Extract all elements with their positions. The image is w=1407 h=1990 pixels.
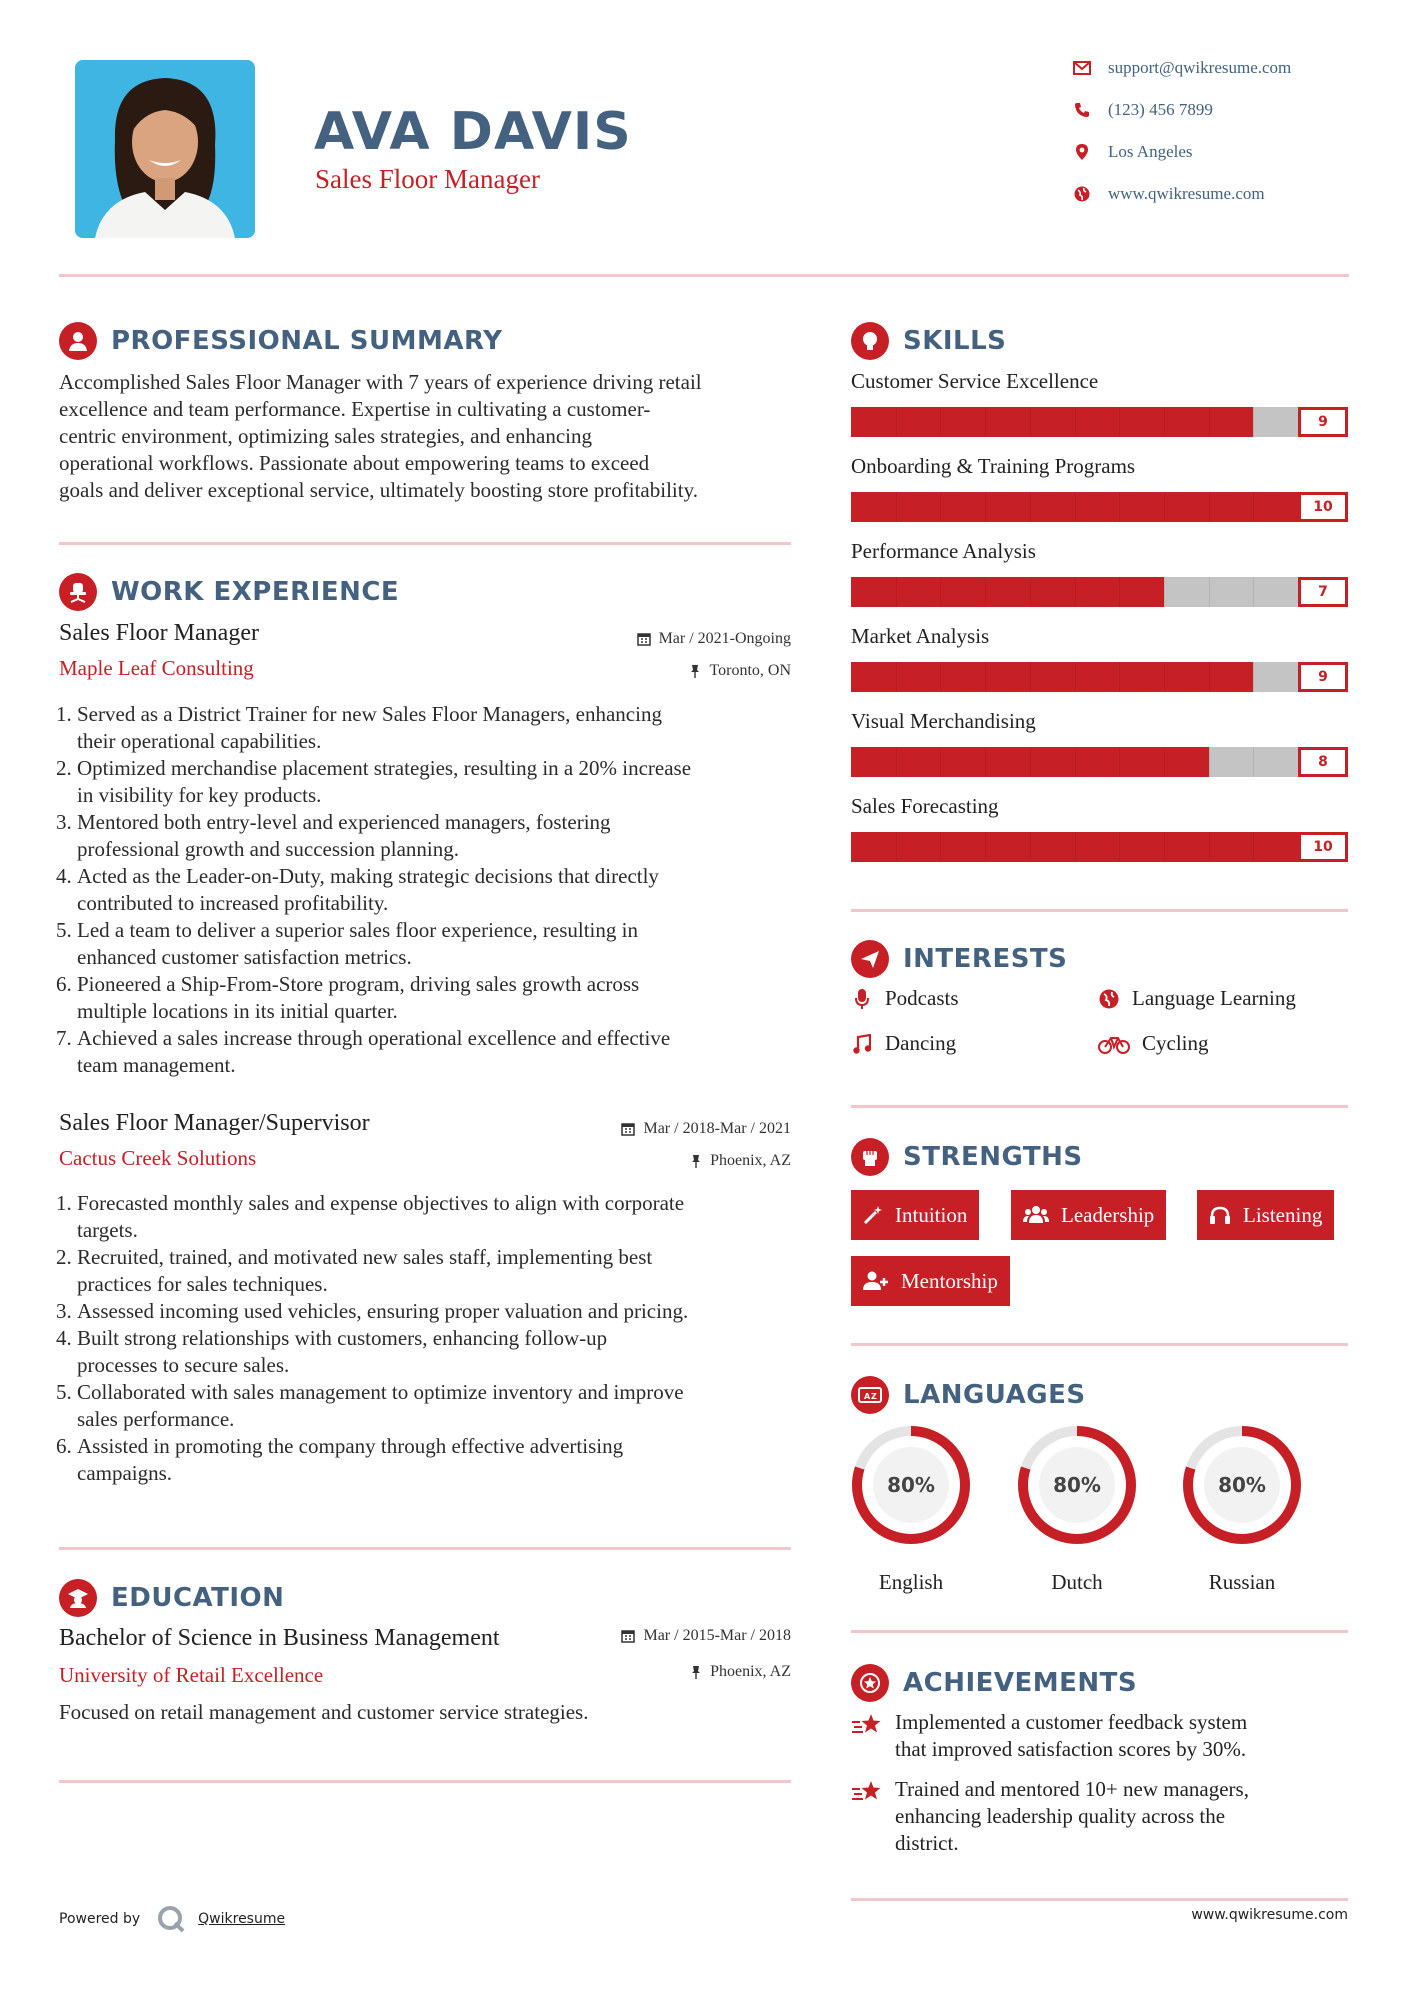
- summary-divider: [59, 542, 791, 545]
- raised-fist-icon: [851, 1138, 889, 1176]
- education-description: Focused on retail management and customer service strategies.: [59, 1700, 589, 1724]
- skill-bar-segment: [1164, 407, 1165, 437]
- skill-bar: [851, 492, 1348, 522]
- language-percent: 80%: [1053, 1473, 1101, 1497]
- achievement-line: enhancing leadership quality across the: [895, 1804, 1226, 1828]
- job-date: [621, 1120, 791, 1138]
- summary-line: centric environment, optimizing sales strategies, and enhancing: [59, 424, 592, 448]
- list-item: 3. Assessed incoming used vehicles, ensuring proper valuation and pricing.: [56, 1299, 689, 1323]
- language-percent: 80%: [1218, 1473, 1266, 1497]
- skill-bar-segment: [896, 747, 897, 777]
- header-divider: [59, 274, 1349, 277]
- skill-bar-segment: [1030, 747, 1031, 777]
- achievement-line: that improved satisfaction scores by 30%.: [895, 1737, 1247, 1761]
- list-item: 6. Assisted in promoting the company through effective advertising campaigns.: [56, 1434, 624, 1485]
- job-bullets: [56, 701, 799, 1079]
- summary-section-header: [59, 322, 502, 360]
- skill-bar-fill: [851, 407, 1253, 437]
- achievements-heading: ACHIEVEMENTS: [903, 1668, 1138, 1698]
- skill-bar-segment: [1253, 577, 1254, 607]
- skill-bar-segment: [1075, 747, 1076, 777]
- skill-bar-segment: [1030, 832, 1031, 862]
- job-date-text: Mar / 2018-Mar / 2021: [643, 1120, 791, 1137]
- skills-divider: [851, 909, 1348, 912]
- list-item: 1. Forecasted monthly sales and expense objectives to align with corporate targets.: [56, 1191, 685, 1242]
- interests-divider: [851, 1105, 1348, 1108]
- qwikresume-logo-icon: [156, 1904, 186, 1934]
- skill-name: Visual Merchandising: [851, 709, 1036, 733]
- skill-bar-segment: [1075, 407, 1076, 437]
- shooting-star-icon: [851, 1709, 881, 1763]
- skill-score: 7: [1298, 577, 1348, 607]
- pushpin-icon: [690, 1665, 702, 1679]
- language-name: English: [878, 1570, 944, 1594]
- skill-bar-segment: [985, 577, 986, 607]
- skill-bar-segment: [1209, 832, 1210, 862]
- calendar-icon: [637, 632, 651, 646]
- skill-bar-segment: [1209, 492, 1210, 522]
- strength-badge: [1197, 1190, 1334, 1240]
- music-note-icon: [851, 1033, 873, 1055]
- strength-label: Mentorship: [901, 1268, 998, 1293]
- job-entry: [56, 620, 791, 1080]
- microphone-icon: [851, 988, 873, 1010]
- skill-bar-segment: [1209, 662, 1210, 692]
- skill-bar-segment: [1253, 832, 1254, 862]
- skill-bar-segment: [940, 492, 941, 522]
- job-title: Sales Floor Manager/Supervisor: [59, 1110, 370, 1136]
- summary-line: Accomplished Sales Floor Manager with 7 years of experience driving retail: [59, 370, 702, 394]
- candidate-title: Sales Floor Manager: [315, 164, 540, 194]
- profile-photo: [75, 60, 255, 238]
- contact-phone[interactable]: [1072, 100, 1213, 120]
- education-date-text: Mar / 2015-Mar / 2018: [643, 1627, 791, 1644]
- lightbulb-icon: [851, 322, 889, 360]
- summary-line: operational workflows. Passionate about empowering teams to exceed: [59, 451, 650, 475]
- education-date: [621, 1627, 791, 1645]
- skill-bar-segment: [1119, 407, 1120, 437]
- education-location: [690, 1663, 791, 1681]
- school-name: University of Retail Excellence: [59, 1663, 324, 1687]
- job-location: [689, 662, 791, 680]
- calendar-icon: [621, 1629, 635, 1643]
- shooting-star-icon: [851, 1776, 881, 1857]
- language-name: Dutch: [1051, 1570, 1103, 1594]
- skill-bar-segment: [985, 662, 986, 692]
- skill-name: Market Analysis: [851, 624, 990, 648]
- calendar-icon: [621, 1122, 635, 1136]
- skill-bar-segment: [1209, 747, 1210, 777]
- headphones-icon: [1209, 1205, 1231, 1225]
- bicycle-icon: [1098, 1033, 1130, 1055]
- language-name: Russian: [1208, 1570, 1276, 1594]
- skill-bar-segment: [940, 407, 941, 437]
- education-heading: EDUCATION: [111, 1583, 285, 1613]
- summary-line: goals and deliver exceptional service, ultimately boosting store profitability.: [59, 478, 698, 502]
- svg-text:A: A: [864, 1392, 871, 1401]
- skill-bar-segment: [1164, 662, 1165, 692]
- skill-score: 10: [1298, 492, 1348, 522]
- achievement-item: [851, 1709, 1247, 1763]
- skill-bar-segment: [1209, 577, 1210, 607]
- skill-bar-segment: [1119, 747, 1120, 777]
- skill-bar-segment: [1119, 832, 1120, 862]
- skill-bar: [851, 747, 1348, 777]
- list-item: 1. Served as a District Trainer for new Sales Floor Managers, enhancing their operational capabilities.: [56, 702, 662, 753]
- languages-section-header: [851, 1376, 1086, 1414]
- list-item: 5. Led a team to deliver a superior sales floor experience, resulting in enhanced customer satisfaction metrics.: [56, 918, 638, 969]
- strength-badge: [1011, 1190, 1166, 1240]
- envelope-icon: [1072, 58, 1092, 78]
- language-ring: [850, 1424, 972, 1546]
- skill-bar-segment: [1030, 662, 1031, 692]
- skill-bar-segment: [896, 407, 897, 437]
- skill-bar-segment: [1164, 747, 1165, 777]
- skill-name: Onboarding & Training Programs: [851, 454, 1136, 478]
- skill-bar: [851, 407, 1348, 437]
- job-location: [690, 1152, 791, 1170]
- skill-bar-segment: [1253, 662, 1254, 692]
- skill-bar-segment: [940, 577, 941, 607]
- experience-heading: WORK EXPERIENCE: [111, 577, 400, 607]
- interests-section-header: [851, 940, 1067, 978]
- list-item: 5. Collaborated with sales management to optimize inventory and improve sales performance.: [56, 1380, 684, 1431]
- skill-bar-segment: [1030, 407, 1031, 437]
- skill-bar-segment: [940, 747, 941, 777]
- summary-text: [59, 369, 702, 504]
- skill-name: Performance Analysis: [851, 539, 1036, 563]
- list-item: 3. Mentored both entry-level and experienced managers, fostering professional growth and succession planning.: [56, 810, 611, 861]
- skill-bar-segment: [1164, 577, 1165, 607]
- user-plus-icon: [863, 1271, 889, 1291]
- strengths-heading: STRENGTHS: [903, 1142, 1083, 1172]
- contact-location: [1072, 142, 1193, 162]
- paper-plane-icon: [851, 940, 889, 978]
- skill-bar-segment: [985, 492, 986, 522]
- qwikresume-link[interactable]: Qwikresume: [198, 1911, 286, 1927]
- skill-bar-segment: [1209, 407, 1210, 437]
- skill-bar-segment: [1075, 662, 1076, 692]
- skill-bar-segment: [1030, 577, 1031, 607]
- skill-bar-segment: [1075, 492, 1076, 522]
- list-item: 7. Achieved a sales increase through operational excellence and effective team management.: [56, 1026, 671, 1077]
- strength-badge: [851, 1256, 1010, 1306]
- skill-bar-segment: [1119, 577, 1120, 607]
- skill-score: 9: [1298, 662, 1348, 692]
- skill-bar-segment: [896, 832, 897, 862]
- languages-divider: [851, 1630, 1348, 1633]
- skill-bar-segment: [1253, 747, 1254, 777]
- star-badge-icon: [851, 1664, 889, 1702]
- skill-bar-segment: [1253, 492, 1254, 522]
- language-item: [850, 1424, 972, 1595]
- skill-bar-segment: [1075, 577, 1076, 607]
- interest-label: Language Learning: [1132, 986, 1296, 1010]
- interest-label: Podcasts: [885, 986, 959, 1010]
- job-date-text: Mar / 2021-Ongoing: [658, 630, 791, 647]
- powered-by-label: Powered by: [59, 1911, 141, 1927]
- skill-bar-segment: [1030, 492, 1031, 522]
- skill-name: Sales Forecasting: [851, 794, 999, 818]
- experience-section-header: [59, 573, 399, 611]
- degree-title: Bachelor of Science in Business Management: [59, 1625, 500, 1651]
- skill-bar-segment: [985, 407, 986, 437]
- magic-wand-icon: [863, 1205, 883, 1225]
- skills-heading: SKILLS: [903, 326, 1007, 356]
- skill-bar-fill: [851, 662, 1253, 692]
- user-circle-icon: [59, 322, 97, 360]
- list-item: 2. Optimized merchandise placement strategies, resulting in a 20% increase in visibility for key products.: [56, 756, 692, 807]
- skill-bar: [851, 662, 1348, 692]
- job-location-text: Phoenix, AZ: [710, 1152, 791, 1169]
- skill-bar-segment: [1164, 492, 1165, 522]
- languages-heading: LANGUAGES: [903, 1380, 1086, 1410]
- contact-email[interactable]: [1072, 58, 1291, 78]
- skill-name: Customer Service Excellence: [851, 369, 1099, 393]
- achievements-section-header: [851, 1664, 1137, 1702]
- summary-line: excellence and team performance. Expertise in cultivating a customer-: [59, 397, 651, 421]
- achievement-line: Implemented a customer feedback system: [895, 1710, 1248, 1734]
- achievement-item: [851, 1776, 1249, 1857]
- language-item: [1016, 1424, 1138, 1595]
- contact-location-text: Los Angeles: [1108, 142, 1193, 161]
- skill-bar-segment: [985, 832, 986, 862]
- candidate-name: AVA DAVIS: [314, 102, 632, 162]
- contact-phone-text: (123) 456 7899: [1108, 100, 1213, 119]
- skill-bar-segment: [985, 747, 986, 777]
- language-item: [1181, 1424, 1303, 1595]
- skill-bar-segment: [940, 662, 941, 692]
- list-item: 2. Recruited, trained, and motivated new sales staff, implementing best practices for sales techniques.: [56, 1245, 653, 1296]
- strength-label: Leadership: [1061, 1202, 1155, 1227]
- contact-website[interactable]: [1072, 184, 1265, 204]
- interest-label: Cycling: [1142, 1031, 1209, 1055]
- contact-website-text: www.qwikresume.com: [1108, 184, 1265, 203]
- language-percent: 80%: [887, 1473, 935, 1497]
- skill-bar-fill: [851, 577, 1164, 607]
- job-company: Cactus Creek Solutions: [59, 1146, 257, 1170]
- job-location-text: Toronto, ON: [709, 662, 791, 679]
- list-item: 6. Pioneered a Ship-From-Store program, driving sales growth across multiple locations in its initial quarter.: [56, 972, 640, 1023]
- experience-divider: [59, 1547, 791, 1550]
- skill-bar-segment: [1119, 662, 1120, 692]
- translate-icon: [851, 1376, 889, 1414]
- skill-score: 10: [1298, 832, 1348, 862]
- svg-text:Z: Z: [871, 1392, 877, 1401]
- skill-bar-segment: [940, 832, 941, 862]
- language-ring: [1016, 1424, 1138, 1546]
- skill-bar-segment: [896, 577, 897, 607]
- strengths-section-header: [851, 1138, 1083, 1176]
- skill-bar-segment: [896, 662, 897, 692]
- job-date: [637, 630, 791, 648]
- list-item: 4. Acted as the Leader-on-Duty, making strategic decisions that directly contributed to increased profitability.: [56, 864, 659, 915]
- achievement-line: district.: [895, 1831, 959, 1855]
- education-entry: [59, 1625, 791, 1735]
- skill-bar-segment: [1164, 832, 1165, 862]
- achievements-divider: [851, 1898, 1348, 1901]
- education-section-header: [59, 1579, 284, 1617]
- phone-icon: [1072, 100, 1092, 120]
- job-entry: [56, 1110, 791, 1510]
- users-icon: [1023, 1205, 1049, 1225]
- skills-section-header: [851, 322, 1006, 360]
- skill-bar-segment: [1253, 407, 1254, 437]
- achievement-line: Trained and mentored 10+ new managers,: [895, 1777, 1249, 1801]
- interest-item: [851, 986, 959, 1011]
- skill-score: 8: [1298, 747, 1348, 777]
- office-chair-icon: [59, 573, 97, 611]
- interest-item: [1098, 986, 1296, 1011]
- map-pin-icon: [1072, 142, 1092, 162]
- interest-label: Dancing: [885, 1031, 957, 1055]
- education-location-text: Phoenix, AZ: [710, 1663, 791, 1680]
- strength-badge: [851, 1190, 979, 1240]
- summary-heading: PROFESSIONAL SUMMARY: [111, 326, 503, 356]
- interests-heading: INTERESTS: [903, 944, 1068, 974]
- list-item: 4. Built strong relationships with customers, enhancing follow-up processes to secure sales.: [56, 1326, 608, 1377]
- language-ring: [1181, 1424, 1303, 1546]
- job-company: Maple Leaf Consulting: [59, 656, 254, 680]
- interest-item: [1098, 1031, 1209, 1056]
- skill-bar: [851, 577, 1348, 607]
- globe-icon: [1098, 988, 1120, 1010]
- skill-score: 9: [1298, 407, 1348, 437]
- strength-label: Intuition: [895, 1202, 968, 1227]
- pushpin-icon: [690, 1154, 702, 1168]
- globe-icon: [1072, 184, 1092, 204]
- pushpin-icon: [689, 664, 701, 678]
- skill-bar-segment: [896, 492, 897, 522]
- job-bullets: [56, 1190, 799, 1487]
- skill-bar: [851, 832, 1348, 862]
- strengths-divider: [851, 1343, 1348, 1346]
- skill-bar-segment: [1119, 492, 1120, 522]
- interest-item: [851, 1031, 956, 1056]
- job-title: Sales Floor Manager: [59, 620, 259, 646]
- footer-left: [59, 1904, 285, 1934]
- skill-bar-segment: [1075, 832, 1076, 862]
- strength-label: Listening: [1243, 1202, 1323, 1227]
- graduate-icon: [59, 1579, 97, 1617]
- footer-website[interactable]: www.qwikresume.com: [1191, 1907, 1348, 1923]
- contact-email-text: support@qwikresume.com: [1108, 58, 1292, 77]
- education-divider: [59, 1780, 791, 1783]
